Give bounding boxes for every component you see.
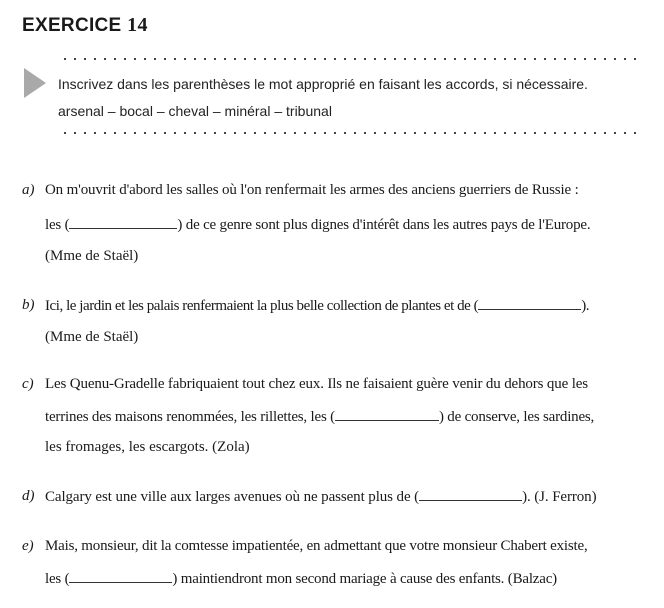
word-list: arsenal – bocal – cheval – minéral – tribunal <box>58 103 332 119</box>
item-letter-c: c) <box>22 376 34 392</box>
answer-blank-a[interactable] <box>69 216 177 229</box>
dotted-divider-top <box>60 58 638 60</box>
item-letter-a: a) <box>22 182 35 198</box>
dotted-divider-bottom <box>60 132 638 134</box>
answer-blank-c[interactable] <box>335 408 439 421</box>
exercise-label: EXERCICE <box>22 15 122 36</box>
item-a-source: (Mme de Staël) <box>45 248 139 264</box>
item-a-line1: On m'ouvrit d'abord les salles où l'on renfermait les armes des anciens guerriers de Russie : <box>45 182 579 198</box>
exercise-number: 14 <box>127 14 148 36</box>
exercise-title <box>22 14 148 37</box>
item-letter-b: b) <box>22 297 35 313</box>
answer-blank-d[interactable] <box>419 488 522 501</box>
instruction-text: Inscrivez dans les parenthèses le mot approprié en faisant les accords, si nécessaire. <box>58 76 588 92</box>
item-e-line2: les ( ) maintiendront mon second mariage à cause des enfants. (Balzac) <box>45 571 557 587</box>
item-c-line2: terrines des maisons renommées, les rillettes, les ( ) de conserve, les sardines, <box>45 409 595 425</box>
item-e-line1: Mais, monsieur, dit la comtesse impatientée, en admettant que votre monsieur Chabert existe, <box>45 538 588 554</box>
answer-blank-e[interactable] <box>69 570 172 583</box>
item-a-line2: les ( ) de ce genre sont plus dignes d'intérêt dans les autres pays de l'Europe. <box>45 217 591 233</box>
item-b-source: (Mme de Staël) <box>45 329 139 345</box>
item-d-line1: Calgary est une ville aux larges avenues où ne passent plus de ( ). (J. Ferron) <box>45 489 597 505</box>
play-arrow-icon <box>24 68 46 98</box>
item-c-line1: Les Quenu-Gradelle fabriquaient tout chez eux. Ils ne faisaient guère venir du dehors que les <box>45 376 588 392</box>
item-letter-d: d) <box>22 488 35 504</box>
item-b-line1: Ici, le jardin et les palais renfermaient la plus belle collection de plantes et de ( ). <box>45 298 590 314</box>
answer-blank-b[interactable] <box>478 297 581 310</box>
item-c-line3: les fromages, les escargots. (Zola) <box>45 439 250 455</box>
item-letter-e: e) <box>22 538 34 554</box>
